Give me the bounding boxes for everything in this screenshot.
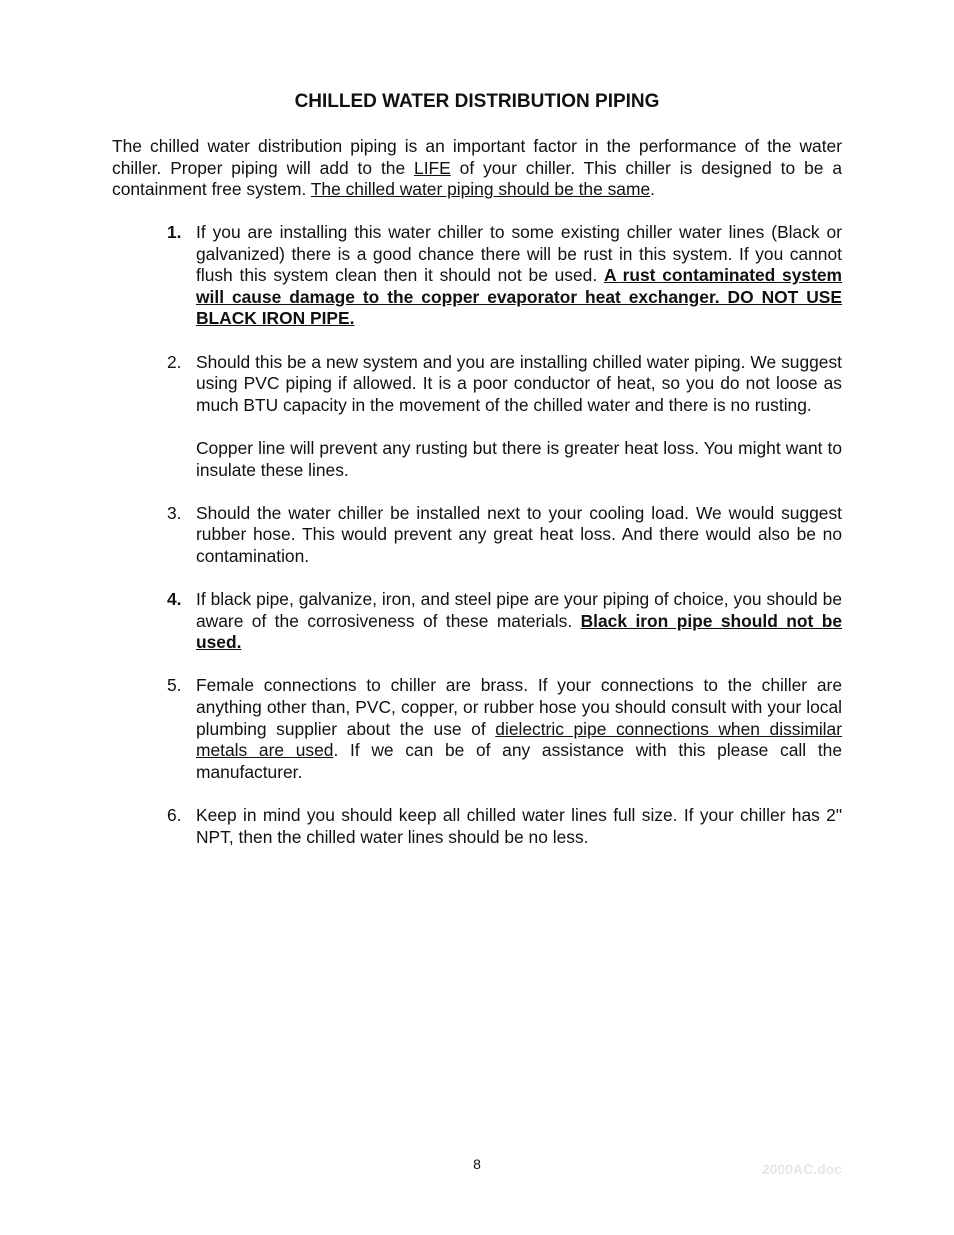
- list-item-3: [167, 503, 842, 568]
- intro-underline-piping: The chilled water piping should be the same: [310, 179, 651, 200]
- list-item-4: [167, 589, 842, 654]
- list-item-paragraph: Should this be a new system and you are installing chilled water piping. We suggest using PVC piping if allowed. It is a poor conductor of heat, so you do not loose as much BTU capacity in the movement of the chilled water and there is no rusting.: [196, 351, 842, 415]
- list-item-1: [167, 222, 842, 330]
- list-item-text: Female connections to chiller are brass. If your connections to the chiller are anything other than, PVC, copper, or rubber hose you should consult with your local plumbing supplier about the use of: [196, 675, 842, 739]
- list-number: 4.: [167, 589, 182, 610]
- warning-text: A rust contaminated system will cause damage to the copper evaporator heat exchanger. DO NOT USE BLACK IRON PIPE.: [196, 265, 842, 329]
- list-item-text-2: . If we can be of any assistance with this please call the manufacturer.: [196, 740, 842, 782]
- underlined-text: dielectric pipe connections when dissimilar metals are used: [196, 718, 843, 761]
- list-number: 5.: [167, 675, 182, 696]
- list-number: 6.: [167, 805, 182, 826]
- list-number: 2.: [167, 351, 182, 372]
- page-title: CHILLED WATER DISTRIBUTION PIPING: [294, 91, 660, 112]
- list-item-paragraph: [196, 222, 842, 330]
- list-item-5: [167, 675, 842, 783]
- intro-text-1: The chilled water distribution piping is an important factor in the performance of the water chiller. Proper piping will add to the: [112, 136, 842, 178]
- list-number: 3.: [167, 502, 182, 523]
- list-item-body: [196, 222, 842, 330]
- list-item-body: [196, 589, 842, 654]
- list-item-body: [196, 352, 842, 482]
- list-number: 1.: [167, 222, 182, 242]
- intro-underline-life: LIFE: [414, 157, 451, 178]
- list-item-body: [196, 805, 842, 848]
- list-item-body: [196, 675, 842, 783]
- document-filename: 2000AC.doc: [761, 1161, 842, 1177]
- list-item-paragraph: [196, 675, 842, 783]
- list-item-2: [167, 352, 842, 482]
- list-item-6: [167, 805, 842, 848]
- list-item-paragraph-2: Copper line will prevent any rusting but there is greater heat loss. You might want to insulate these lines.: [196, 437, 842, 480]
- intro-text-3: .: [650, 179, 655, 200]
- list-item-paragraph: [196, 589, 842, 654]
- numbered-list: [167, 222, 842, 870]
- page-number: 8: [473, 1156, 481, 1172]
- intro-paragraph: [112, 136, 842, 201]
- list-item-paragraph: Should the water chiller be installed next to your cooling load. We would suggest rubber hose. This would prevent any great heat loss. And there would also be no contamination.: [196, 502, 842, 566]
- list-item-body: [196, 503, 842, 568]
- list-item-text: If black pipe, galvanize, iron, and steel pipe are your piping of choice, you should be aware of the corrosiveness of these materials.: [196, 589, 842, 631]
- list-item-text: If you are installing this water chiller to some existing chiller water lines (Black or galvanized) there is a good chance there will be rust in this system. If you cannot flush this system clean then it should not be used.: [196, 222, 842, 286]
- warning-text: Black iron pipe should not be used.: [196, 610, 842, 653]
- intro-text-2: of your chiller. This chiller is designed to be a containment free system.: [112, 157, 842, 200]
- list-item-paragraph: Keep in mind you should keep all chilled water lines full size. If your chiller has 2" NPT, then the chilled water lines should be no less.: [196, 805, 842, 847]
